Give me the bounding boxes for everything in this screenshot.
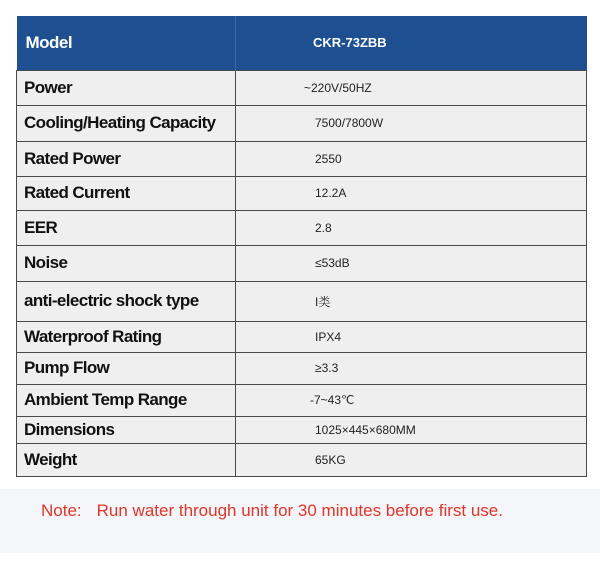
table-row-power: [17, 70, 587, 105]
spec-table: [16, 16, 587, 477]
table-row-capacity: [17, 105, 587, 141]
note-label: Note:: [41, 501, 82, 520]
row-label: Noise: [17, 245, 236, 281]
row-value: 12.2A: [236, 176, 587, 210]
table-row-weight: [17, 443, 587, 476]
row-value: IPX4: [236, 321, 587, 352]
table-row-dimensions: [17, 416, 587, 443]
row-value: I类: [236, 281, 587, 321]
row-value: ≥3.3: [236, 352, 587, 384]
table-row-rated-power: [17, 141, 587, 176]
row-value: 2550: [236, 141, 587, 176]
row-value: ~220V/50HZ: [236, 70, 587, 105]
row-label: Waterproof Rating: [17, 321, 236, 352]
table-row-shock-type: [17, 281, 587, 321]
row-label: Pump Flow: [17, 352, 236, 384]
usage-note: [41, 501, 503, 521]
row-label: Rated Current: [17, 176, 236, 210]
table-row-rated-current: [17, 176, 587, 210]
table-row-waterproof: [17, 321, 587, 352]
table-row-noise: [17, 245, 587, 281]
row-value: 65KG: [236, 443, 587, 476]
header-label: Model: [17, 16, 236, 70]
note-text: Run water through unit for 30 minutes before first use.: [96, 501, 503, 520]
row-label: Weight: [17, 443, 236, 476]
row-label: Cooling/Heating Capacity: [17, 105, 236, 141]
table-row-ambient-temp: [17, 384, 587, 416]
row-label: Ambient Temp Range: [17, 384, 236, 416]
row-value: ≤53dB: [236, 245, 587, 281]
table-row-eer: [17, 210, 587, 245]
row-value: 7500/7800W: [236, 105, 587, 141]
row-value: -7~43℃: [236, 384, 587, 416]
row-label: Dimensions: [17, 416, 236, 443]
table-row-pump-flow: [17, 352, 587, 384]
table-header-row: [17, 16, 587, 70]
row-value: 1025×445×680MM: [236, 416, 587, 443]
row-label: Rated Power: [17, 141, 236, 176]
row-label: EER: [17, 210, 236, 245]
row-label: Power: [17, 70, 236, 105]
row-value: 2.8: [236, 210, 587, 245]
row-label: anti-electric shock type: [17, 281, 236, 321]
header-value: CKR-73ZBB: [313, 35, 387, 51]
note-band: [0, 489, 600, 553]
